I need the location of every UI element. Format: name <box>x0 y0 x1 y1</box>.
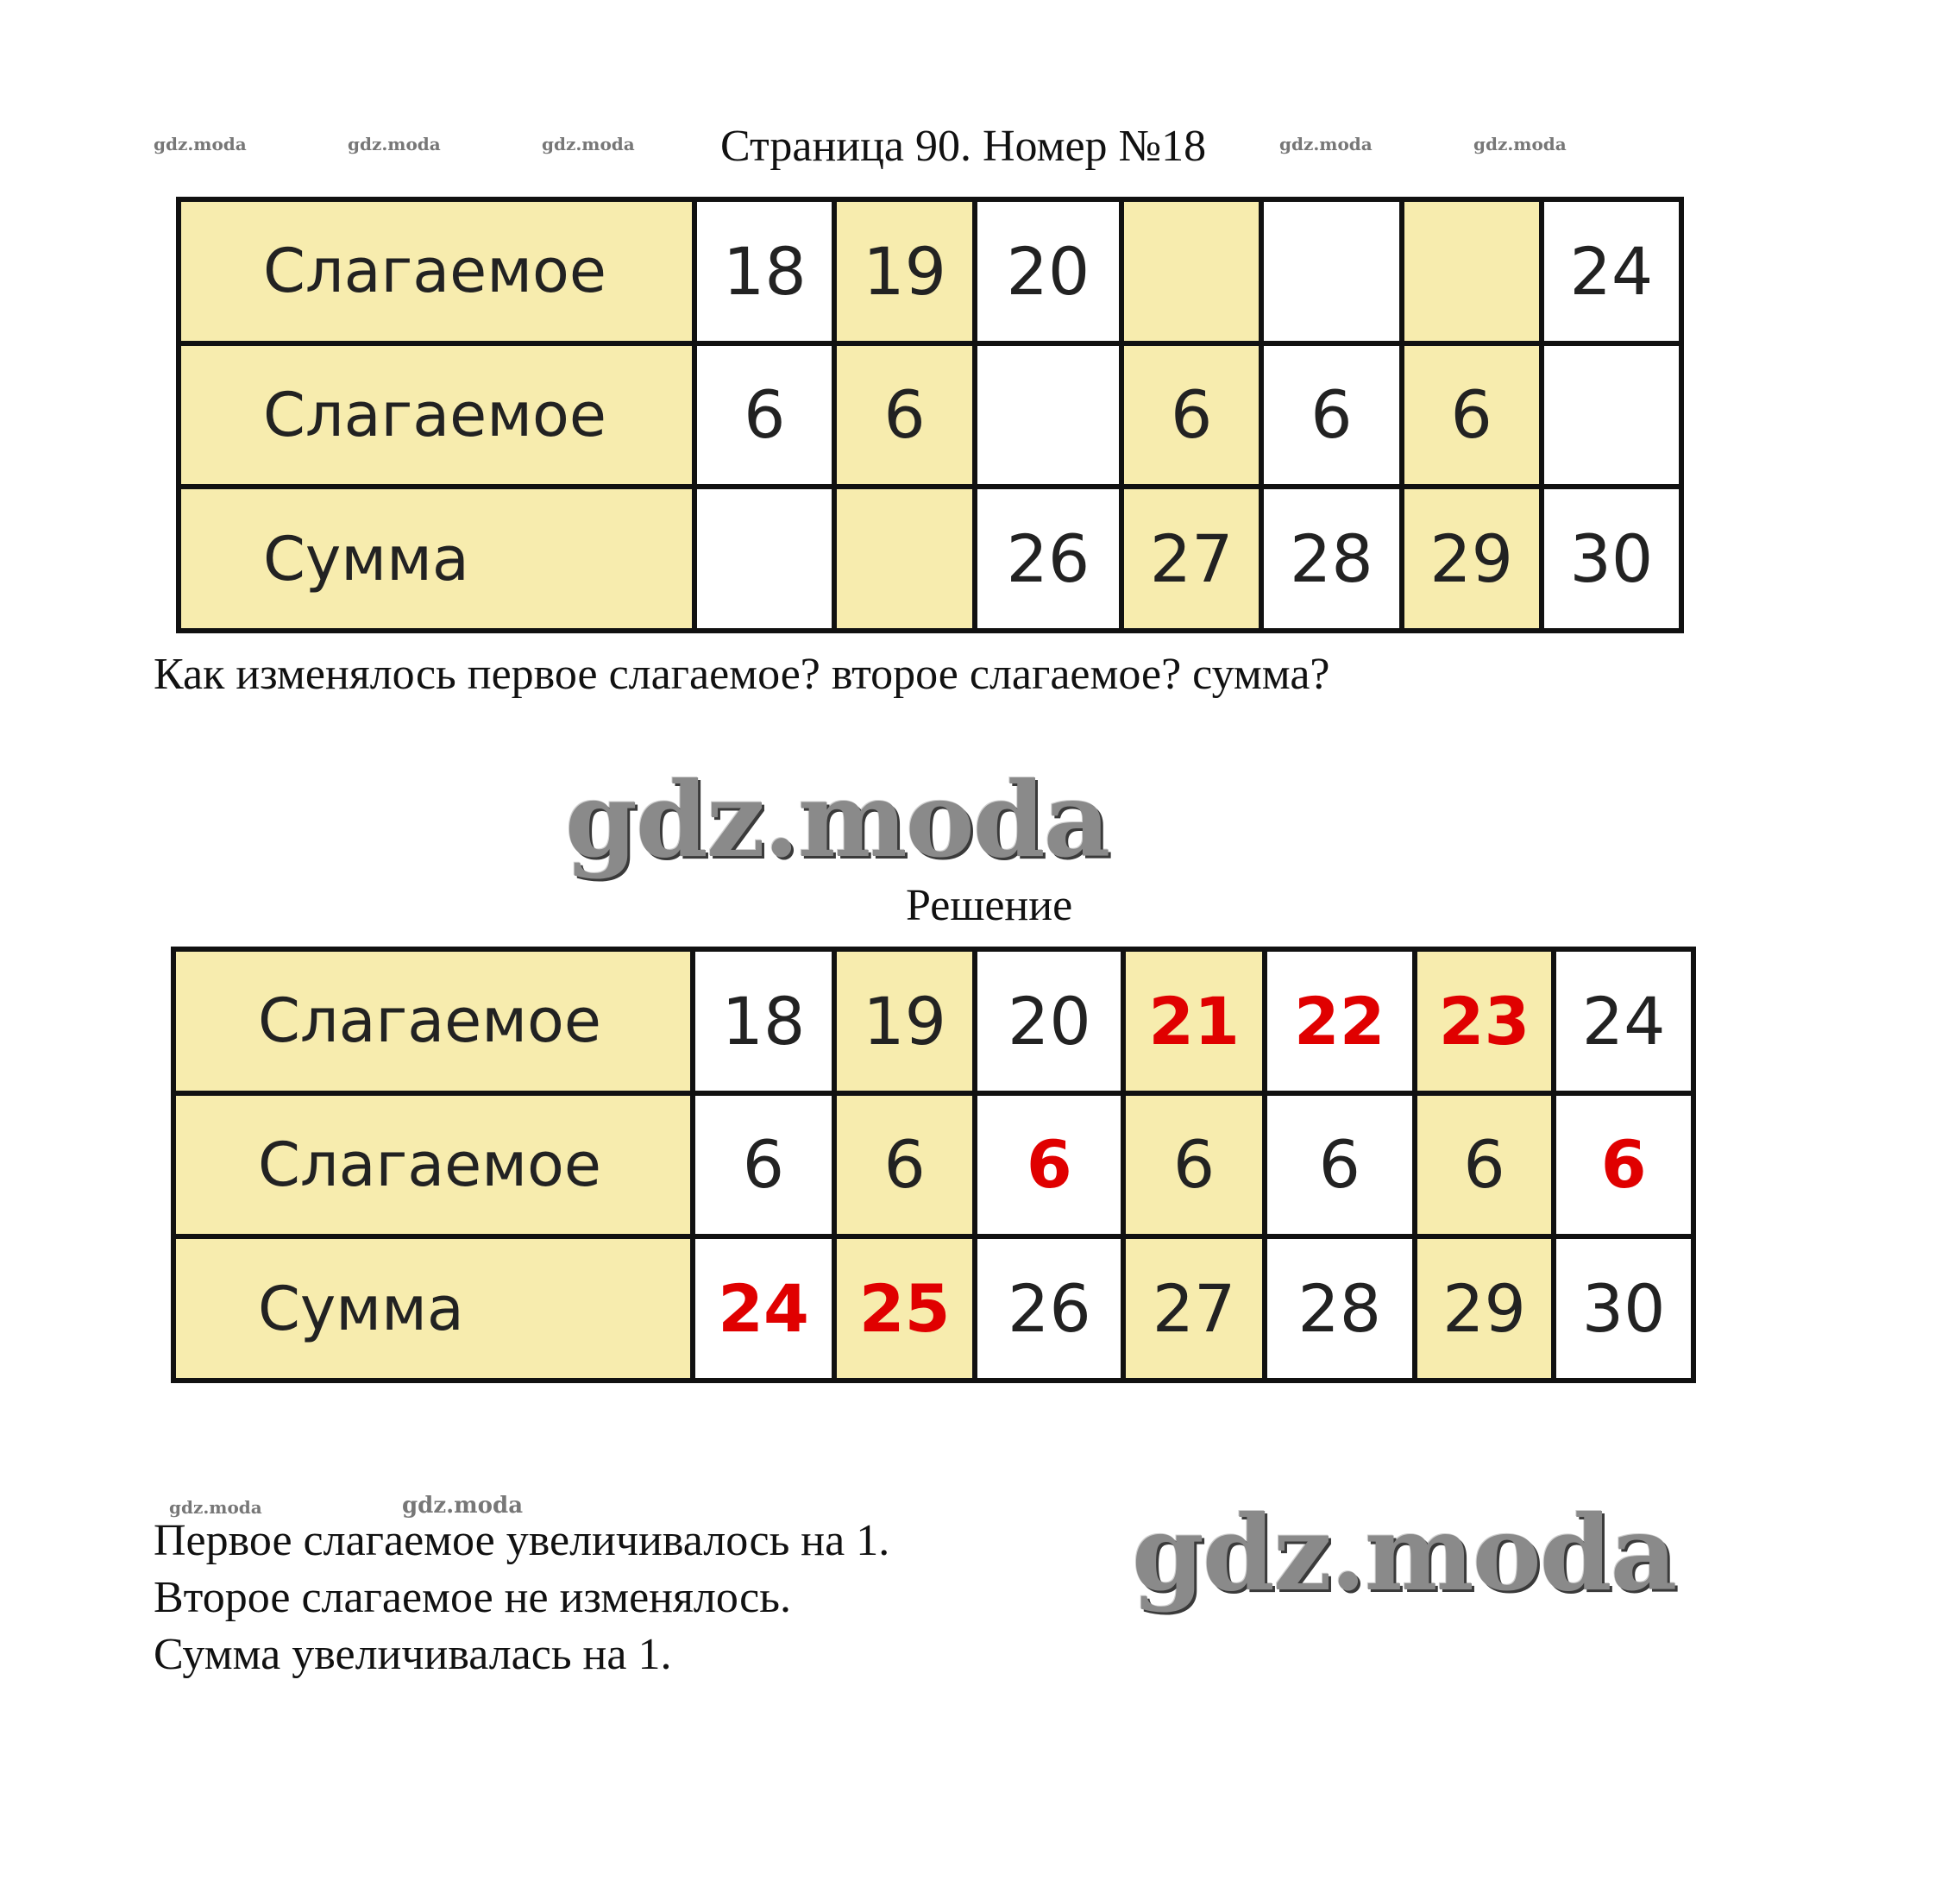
table-cell: 28 <box>1261 487 1401 631</box>
watermark-small: gdz.moda <box>402 1493 524 1519</box>
solution-heading: Решение <box>906 881 1073 930</box>
row-label: Сумма <box>179 487 694 631</box>
task-table <box>176 197 1684 633</box>
answer-line: Второе слагаемое не изменялось. <box>154 1573 791 1622</box>
table-cell-answer: 6 <box>1554 1093 1693 1237</box>
task-row-sum <box>179 487 1681 631</box>
watermark-small: gdz.moda <box>542 134 635 154</box>
page-title: Страница 90. Номер №18 <box>720 122 1207 171</box>
row-label: Сумма <box>173 1236 693 1381</box>
table-cell: 29 <box>1402 487 1542 631</box>
table-cell: 30 <box>1542 487 1681 631</box>
solution-row-addend-2 <box>173 1093 1693 1237</box>
task-row-addend-2 <box>179 343 1681 488</box>
answer-line: Сумма увеличивалась на 1. <box>154 1630 672 1679</box>
watermark-small: gdz.moda <box>154 134 247 154</box>
solution-row-sum <box>173 1236 1693 1381</box>
table-cell: 6 <box>1121 343 1261 488</box>
table-cell: 27 <box>1121 487 1261 631</box>
table-cell <box>1402 199 1542 343</box>
watermark-small: gdz.moda <box>1279 134 1373 154</box>
table-cell-answer: 21 <box>1123 949 1265 1093</box>
table-cell <box>1121 199 1261 343</box>
row-label: Слагаемое <box>179 199 694 343</box>
table-cell: 19 <box>834 949 976 1093</box>
table-cell: 6 <box>1261 343 1401 488</box>
table-cell: 6 <box>834 1093 976 1237</box>
table-cell: 6 <box>1265 1093 1415 1237</box>
table-cell: 19 <box>834 199 974 343</box>
table-cell: 18 <box>693 949 834 1093</box>
table-cell-answer: 23 <box>1415 949 1555 1093</box>
watermark-logo: gdz.moda <box>1132 1493 1676 1614</box>
table-cell: 20 <box>975 949 1123 1093</box>
table-cell-answer: 22 <box>1265 949 1415 1093</box>
table-cell: 6 <box>693 1093 834 1237</box>
watermark-small: gdz.moda <box>348 134 441 154</box>
table-cell: 29 <box>1415 1236 1555 1381</box>
watermark-small: gdz.moda <box>1473 134 1567 154</box>
table-cell: 28 <box>1265 1236 1415 1381</box>
table-cell: 6 <box>694 343 834 488</box>
table-cell: 6 <box>834 343 974 488</box>
table-cell: 24 <box>1554 949 1693 1093</box>
table-cell <box>834 487 974 631</box>
table-cell <box>975 343 1121 488</box>
table-cell: 26 <box>975 487 1121 631</box>
question-text: Как изменялось первое слагаемое? второе слагаемое? сумма? <box>154 650 1330 699</box>
table-cell: 24 <box>1542 199 1681 343</box>
row-label: Слагаемое <box>173 1093 693 1237</box>
table-cell-answer: 25 <box>834 1236 976 1381</box>
table-cell: 20 <box>975 199 1121 343</box>
table-cell-answer: 24 <box>693 1236 834 1381</box>
watermark-logo: gdz.moda <box>565 759 1109 881</box>
table-cell: 6 <box>1123 1093 1265 1237</box>
answer-line: Первое слагаемое увеличивалось на 1. <box>154 1516 890 1565</box>
table-cell <box>1542 343 1681 488</box>
table-cell: 26 <box>975 1236 1123 1381</box>
watermark-small: gdz.moda <box>169 1497 262 1518</box>
table-cell <box>1261 199 1401 343</box>
row-label: Слагаемое <box>179 343 694 488</box>
solution-table <box>171 947 1696 1383</box>
table-cell-answer: 6 <box>975 1093 1123 1237</box>
table-cell: 18 <box>694 199 834 343</box>
table-cell: 6 <box>1415 1093 1555 1237</box>
row-label: Слагаемое <box>173 949 693 1093</box>
table-cell <box>694 487 834 631</box>
table-cell: 30 <box>1554 1236 1693 1381</box>
table-cell: 27 <box>1123 1236 1265 1381</box>
table-cell: 6 <box>1402 343 1542 488</box>
task-row-addend-1 <box>179 199 1681 343</box>
solution-row-addend-1 <box>173 949 1693 1093</box>
